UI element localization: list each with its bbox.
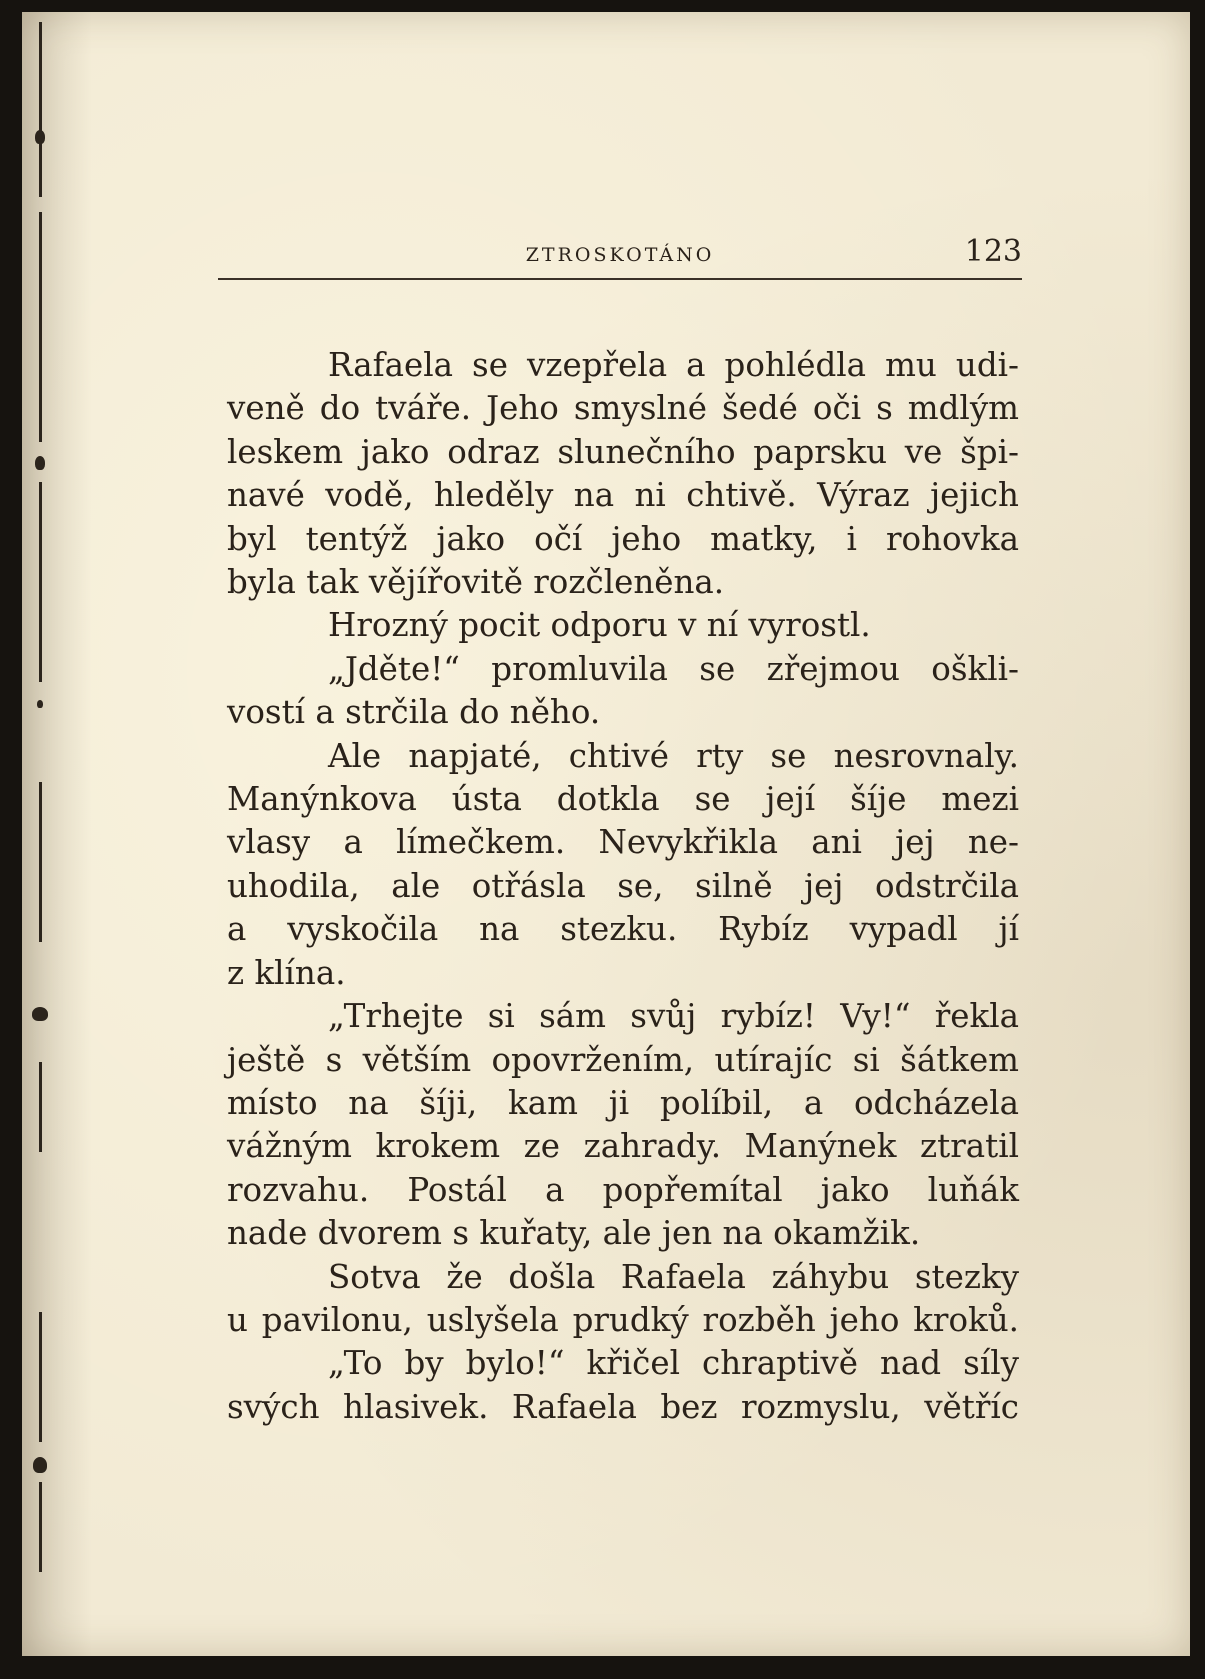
text-line: Ale napjaté, chtivé rty se nesrovnaly. (328, 736, 1019, 775)
text-line: Sotva že došla Rafaela záhybu stezky (328, 1257, 1019, 1296)
text-line: ještě s větším opovržením, utírajíc si šátkem (227, 1040, 1019, 1079)
body-text (227, 344, 1019, 1429)
binding-stitch (33, 1457, 47, 1473)
text-line: navé vodě, hleděly na ni chtivě. Výraz jejich (227, 476, 1019, 515)
text-line: a vyskočila na stezku. Rybíz vypadl jí (227, 910, 1019, 949)
text-line: „Jděte!“ promluvila se zřejmou oškli- (328, 649, 1019, 688)
text-line: u pavilonu, uslyšela prudký rozběh jeho kroků. (227, 1300, 1019, 1339)
text-line: rozvahu. Postál a popřemítal jako luňák (227, 1170, 1019, 1209)
binding-edge (22, 12, 92, 1656)
running-title: ZTROSKOTÁNO (525, 244, 715, 266)
text-line: Rafaela se vzepřela a pohlédla mu udi- (328, 346, 1019, 384)
text-line: byla tak vějířovitě rozčleněna. (227, 563, 725, 602)
text-line: „Trhejte si sám svůj rybíz! Vy!“ řekla (328, 997, 1019, 1036)
page-number: 123 (964, 234, 1022, 269)
binding-stitch (35, 456, 45, 470)
text-line: místo na šíji, kam ji políbil, a odcházela (227, 1083, 1019, 1122)
binding-thread (39, 782, 42, 942)
binding-thread (39, 212, 42, 442)
binding-stitch (37, 700, 43, 708)
binding-thread (39, 1482, 42, 1572)
running-head (218, 230, 1022, 280)
book-page (22, 12, 1190, 1656)
text-line: vostí a strčila do něho. (227, 693, 601, 732)
text-line: „To by bylo!“ křičel chraptivě nad síly (328, 1344, 1019, 1383)
binding-stitch (35, 130, 45, 144)
binding-thread (39, 1312, 42, 1442)
text-line: vlasy a límečkem. Nevykřikla ani jej ne- (227, 823, 1019, 862)
text-line: veně do tváře. Jeho smyslné šedé oči s mdlým (227, 389, 1019, 428)
text-line: Hrozný pocit odporu v ní vyrostl. (328, 606, 871, 645)
binding-stitch (32, 1007, 48, 1021)
text-line: byl tentýž jako očí jeho matky, i rohovka (227, 519, 1019, 558)
text-line: uhodila, ale otřásla se, silně jej odstrčila (227, 866, 1019, 905)
text-line: z klína. (227, 953, 346, 992)
text-line: Manýnkova ústa dotkla se její šíje mezi (227, 780, 1019, 819)
text-line: leskem jako odraz slunečního paprsku ve špi- (227, 432, 1019, 471)
binding-thread (39, 22, 42, 197)
binding-thread (39, 1062, 42, 1152)
text-line: vážným krokem ze zahrady. Manýnek ztratil (227, 1127, 1019, 1166)
text-line: svých hlasivek. Rafaela bez rozmyslu, větříc (227, 1387, 1019, 1426)
binding-thread (39, 482, 42, 682)
text-line: nade dvorem s kuřaty, ale jen na okamžik. (227, 1214, 921, 1253)
